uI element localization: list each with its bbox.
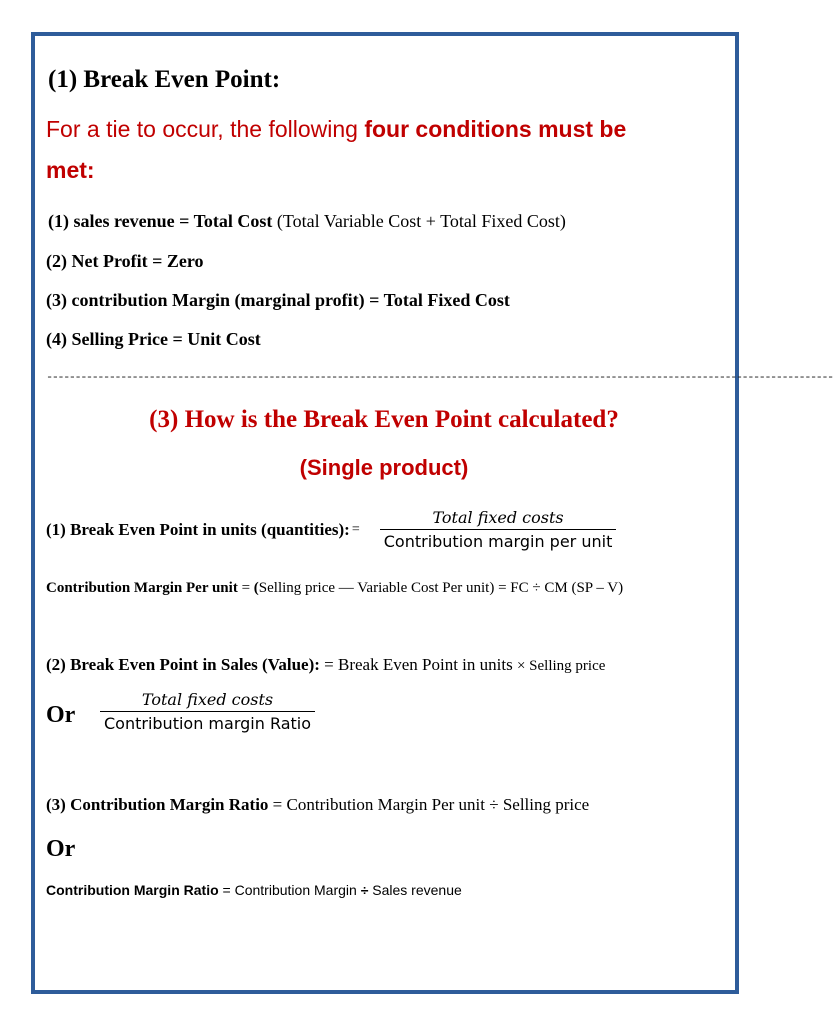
formula-sales-text: = Break Even Point in units	[319, 655, 517, 674]
formula-cm-ratio-label: (3) Contribution Margin Ratio	[46, 795, 269, 814]
condition-2-bold: (2) Net Profit = Zero	[46, 251, 204, 271]
formula-cm-ratio-alt-label: Contribution Margin Ratio	[46, 882, 219, 898]
cm-per-unit-paren-open: (	[253, 580, 259, 596]
condition-2	[46, 251, 204, 272]
condition-4	[46, 329, 261, 350]
intro-line-2	[46, 157, 95, 184]
section-subheading: (Single product)	[299, 455, 469, 480]
fraction-units-numerator: Total fixed costs	[432, 508, 564, 527]
cm-per-unit-text: Selling price — Variable Cost Per unit	[258, 580, 490, 596]
formula-cm-ratio-text: = Contribution Margin Per unit ÷ Selling price	[268, 795, 590, 814]
condition-3-bold: (3) contribution Margin (marginal profit) = Total Fixed Cost	[46, 290, 510, 310]
fraction-units	[380, 508, 617, 551]
page-title: (1) Break Even Point:	[48, 66, 281, 93]
section-divider: ------------------------------------------------------------------------------------------------------------------------------------------	[46, 370, 833, 384]
formula-cm-ratio-alt-rest: Sales revenue	[368, 882, 462, 898]
or-label-1: Or	[46, 702, 76, 728]
formula-cm-ratio-alt	[46, 882, 462, 898]
section-heading: (3) How is the Break Even Point calculated?	[149, 406, 619, 433]
fraction-sales-numerator: Total fixed costs	[141, 690, 274, 709]
condition-1	[48, 211, 566, 232]
or-label-2: Or	[46, 836, 76, 862]
condition-3	[46, 290, 510, 311]
intro-bold-2: met:	[46, 157, 95, 183]
formula-cm-ratio	[46, 795, 589, 815]
cm-per-unit-eq: =	[237, 580, 254, 596]
condition-4-bold: (4) Selling Price = Unit Cost	[46, 329, 261, 349]
fraction-sales-denominator: Contribution margin Ratio	[100, 711, 315, 733]
fraction-units-denominator: Contribution margin per unit	[380, 529, 617, 551]
formula-sales-alt	[100, 690, 315, 733]
intro-text: For a tie to occur, the following	[46, 116, 365, 142]
intro-line-1	[46, 116, 626, 143]
condition-1-detail: (Total Variable Cost + Total Fixed Cost)	[272, 211, 566, 231]
formula-units-label: (1) Break Even Point in units (quantities):	[46, 519, 350, 539]
formula-units-eq: =	[351, 521, 360, 537]
cm-per-unit-label: Contribution Margin Per unit	[46, 580, 238, 596]
formula-sales	[46, 655, 605, 675]
cm-per-unit-paren-close: )	[489, 580, 495, 596]
intro-bold-1: four conditions must be	[364, 116, 627, 142]
fraction-sales	[100, 690, 315, 733]
condition-1-bold: (1) sales revenue = Total Cost	[48, 211, 273, 231]
formula-cm-ratio-alt-div: ÷	[360, 882, 369, 898]
formula-sales-label: (2) Break Even Point in Sales (Value):	[46, 655, 320, 674]
cm-per-unit-rest: = FC ÷ CM (SP – V)	[494, 580, 624, 596]
formula-cm-ratio-alt-text: = Contribution Margin	[218, 882, 361, 898]
cm-per-unit-line	[46, 580, 623, 597]
formula-units	[46, 508, 616, 551]
formula-sales-times: × Selling price	[516, 658, 606, 674]
